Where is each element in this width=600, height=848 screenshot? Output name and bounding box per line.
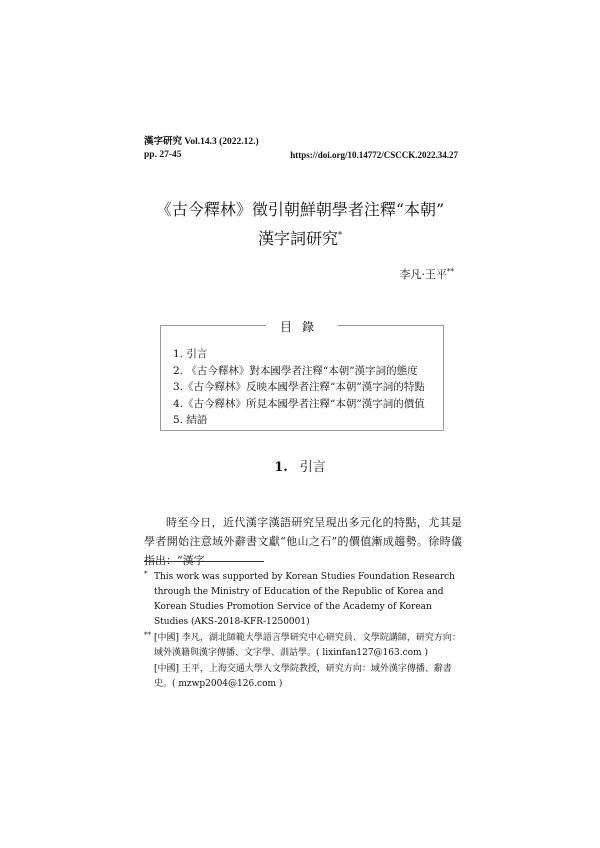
toc-item[interactable]: 5. 結語 — [173, 414, 208, 426]
toc-item[interactable]: 1. 引言 — [173, 348, 208, 360]
title-footnote-mark: * — [338, 230, 342, 240]
author-names: 李凡·王平** — [399, 267, 454, 281]
journal-header — [144, 136, 458, 162]
toc-heading: 目錄 — [266, 320, 338, 334]
footnote-funding: * This work was supported by Korean Studies Foundation Research through the Ministry of Education of the Republic of Korea and Korean Studies Promotion Service of the Academy of Korean Studies (AKS-2018-KFR-1250001) — [144, 570, 455, 627]
body-paragraph: 時至今日，近代漢字漢語研究呈現出多元化的特點，尤其是學者開始注意域外辭書文獻“他山之石”的價值漸成趨勢。徐時儀指出：“漢字 — [144, 516, 462, 567]
footnote-author-2: [中國] 王平，上海交通大學人文學院教授，研究方向：域外漢字傳播、辭書史。( mzwp2004@126.com ) — [154, 664, 452, 689]
footnote-divider — [144, 561, 264, 562]
section-heading — [0, 456, 600, 475]
table-of-contents — [160, 320, 444, 431]
toc-item[interactable]: 4.《古今釋林》所見本國學者注釋“本朝”漢字詞的價值 — [173, 397, 425, 410]
paper-title-line2: 漢字詞研究* — [257, 229, 342, 248]
page-range: pp. 27-45 — [144, 150, 182, 160]
footnotes — [144, 570, 462, 693]
journal-info: 漢字研究 Vol.14.3 (2022.12.) — [144, 137, 259, 147]
author-footnote-mark: ** — [447, 267, 454, 276]
toc-item[interactable]: 2. 《古今釋林》對本國學者注釋“本朝”漢字詞的態度 — [173, 364, 418, 377]
paper-title-line1: 《古今釋林》徵引朝鮮朝學者注釋“本朝” — [155, 200, 445, 219]
section-number: 1. — [274, 460, 288, 475]
toc-item[interactable]: 3.《古今釋林》反映本國學者注釋“本朝”漢字詞的特點 — [173, 381, 425, 393]
footnote-author-1: ** [中國] 李凡，湖北師範大學語言學研究中心研究員、文學院講師，研究方向：域外漢籍與漢字傳播、文字學、訓詁學。( lixinfan127@163.com ) — [144, 631, 461, 658]
doi-link[interactable]: https://doi.org/10.14772/CSCCK.2022.34.27 — [290, 150, 458, 160]
section-title: 引言 — [299, 460, 326, 475]
